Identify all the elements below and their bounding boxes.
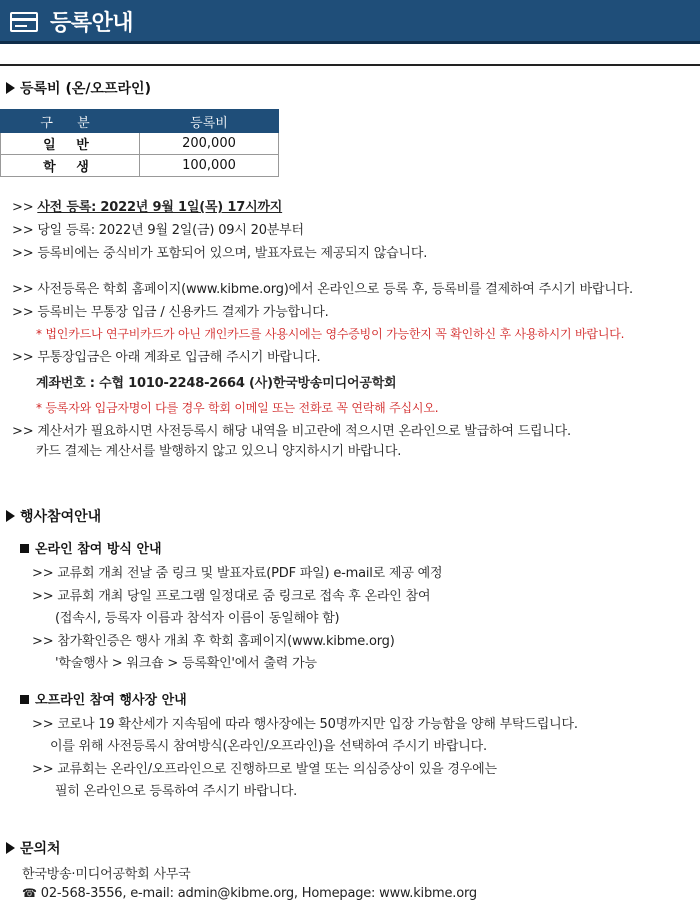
offline-line-3: >> 교류회는 온라인/오프라인으로 진행하므로 발열 또는 의심증상이 있을 경우에는 (32, 762, 497, 777)
offline-subsection-title: 오프라인 참여 행사장 안내 (20, 689, 187, 708)
online-line-1: >> 교류회 개최 전날 줌 링크 및 발표자료(PDF 파일) e-mail로 제공 예정 (32, 566, 443, 581)
fee-includes-line: >> 등록비에는 중식비가 포함되어 있으며, 발표자료는 제공되지 않습니다. (12, 246, 428, 261)
table-row (1, 133, 279, 155)
offline-line-1: >> 코로나 19 확산세가 지속됨에 따라 행사장에는 50명까지만 입장 가능함을 양해 부탁드립니다. (32, 717, 578, 732)
online-line-3: (접속시, 등록자 이름과 참석자 이름이 동일해야 함) (55, 611, 340, 626)
square-bullet-icon (20, 544, 29, 553)
triangle-bullet-icon (6, 842, 15, 854)
fee-section-title: 등록비 (온/오프라인) (6, 78, 151, 98)
contact-section-title: 문의처 (6, 838, 61, 858)
online-line-5: '학술행사 > 워크숍 > 등록확인'에서 출력 가능 (55, 656, 317, 671)
telephone-icon: ☎ (22, 886, 37, 900)
page-header (0, 0, 700, 44)
contact-org: 한국방송·미디어공학회 사무국 (22, 867, 191, 882)
fee-table-header (1, 110, 279, 133)
onsite-registration-line: >> 당일 등록: 2022년 9월 2일(금) 09시 20분부터 (12, 223, 304, 238)
event-section-title: 행사참여안내 (6, 506, 101, 526)
account-number-line: 계좌번호 : 수협 1010-2248-2664 (사)한국방송미디어공학회 (36, 376, 397, 391)
fee-table (0, 109, 279, 177)
fee-category: 일 반 (1, 133, 140, 155)
online-line-4: >> 참가확인증은 행사 개최 후 학회 홈페이지(www.kibme.org) (32, 634, 395, 649)
triangle-bullet-icon (6, 510, 15, 522)
fee-category: 학 생 (1, 155, 140, 177)
payment-method-line: >> 등록비는 무통장 입금 / 신용카드 결제가 가능합니다. (12, 305, 329, 320)
fee-table-header-fee: 등록비 (140, 110, 279, 133)
square-bullet-icon (20, 695, 29, 704)
invoice-line: >> 계산서가 필요하시면 사전등록시 해당 내역을 비고란에 적으시면 온라인으로 발급하여 드립니다. (12, 424, 571, 439)
fee-amount: 200,000 (140, 133, 279, 155)
card-notice-line: * 법인카드나 연구비카드가 아닌 개인카드를 사용시에는 영수증빙이 가능한지 꼭 확인하신 후 사용하시기 바랍니다. (36, 327, 625, 341)
name-mismatch-notice-line: * 등록자와 입금자명이 다를 경우 학회 이메일 또는 전화로 꼭 연락해 주십시오. (36, 401, 439, 415)
pre-registration-line: >> 사전 등록: 2022년 9월 1일(목) 17시까지 (12, 200, 283, 215)
offline-line-2: 이를 위해 사전등록시 참여방식(온라인/오프라인)을 선택하여 주시기 바랍니다. (50, 739, 487, 754)
invoice-card-line: 카드 결제는 계산서를 발행하지 않고 있으니 양지하시기 바랍니다. (36, 444, 402, 459)
offline-line-4: 필히 온라인으로 등록하여 주시기 바랍니다. (55, 784, 298, 799)
header-divider (0, 64, 700, 66)
bank-transfer-line: >> 무통장입금은 아래 계좌로 입금해 주시기 바랍니다. (12, 350, 321, 365)
page-title: 등록안내 (50, 11, 134, 36)
fee-table-header-category: 구 분 (1, 110, 140, 133)
fee-amount: 100,000 (140, 155, 279, 177)
contact-details: ☎ 02-568-3556, e-mail: admin@kibme.org, Homepage: www.kibme.org (22, 886, 477, 901)
online-line-2: >> 교류회 개최 당일 프로그램 일정대로 줌 링크로 접속 후 온라인 참여 (32, 589, 431, 604)
table-row (1, 155, 279, 177)
online-subsection-title: 온라인 참여 방식 안내 (20, 538, 162, 557)
credit-card-icon (10, 12, 38, 32)
online-payment-line: >> 사전등록은 학회 홈페이지(www.kibme.org)에서 온라인으로 등록 후, 등록비를 결제하여 주시기 바랍니다. (12, 282, 633, 297)
triangle-bullet-icon (6, 82, 15, 94)
